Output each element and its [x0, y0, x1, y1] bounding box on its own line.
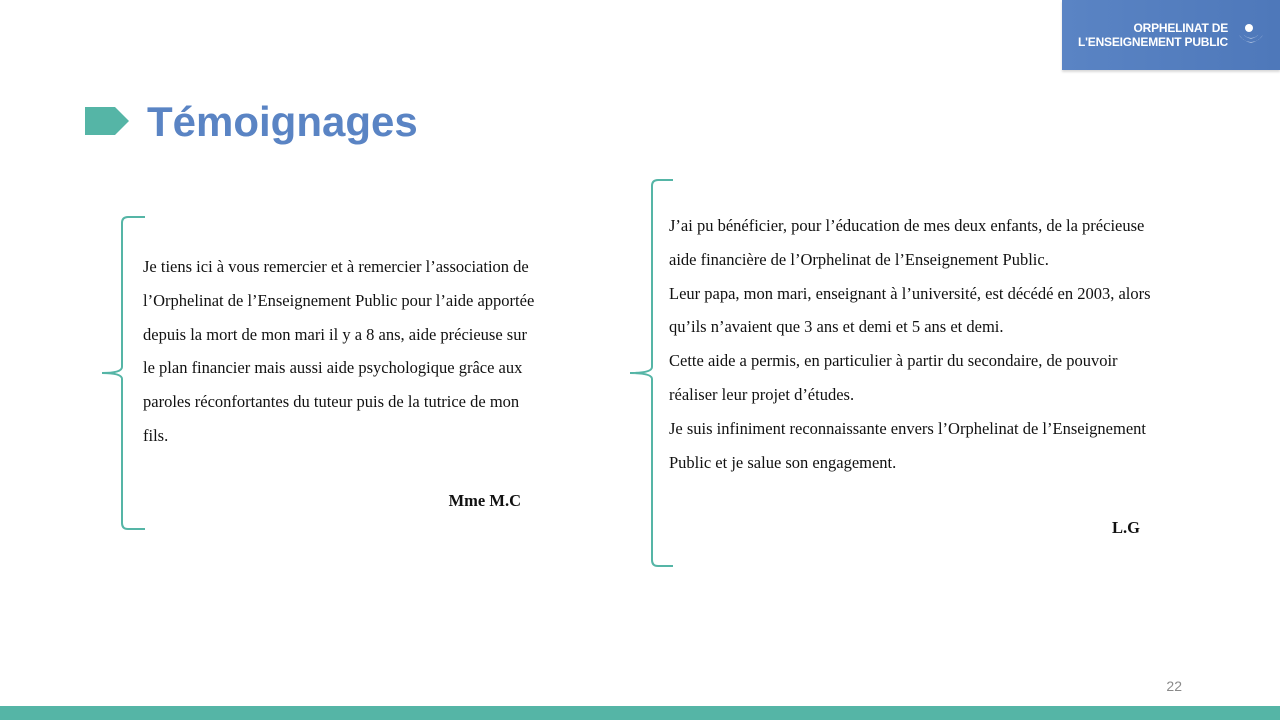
page-number: 22: [1166, 678, 1182, 694]
title-marker-icon: [85, 107, 129, 135]
testimonial-1-text: [143, 250, 538, 453]
testimonial-1-paragraph: Je tiens ici à vous remercier et à remercier l’association de l’Orphelinat de l’Enseignement Public pour l’aide apportée depuis la mort de mon mari il y a 8 ans, aide précieuse sur le plan financier mais aussi aide psychologique grâce aux paroles réconfortantes du tuteur puis de la tutrice de mon fils.: [143, 257, 535, 445]
logo-line-1: ORPHELINAT DE: [1133, 21, 1228, 35]
testimonial-2-paragraph-3: Cette aide a permis, en particulier à partir du secondaire, de pouvoir réaliser leur projet d’études.: [669, 351, 1118, 404]
testimonial-2-paragraph-2: Leur papa, mon mari, enseignant à l’université, est décédé en 2003, alors qu’ils n’avaient que 3 ans et demi et 5 ans et demi.: [669, 283, 1151, 337]
testimonial-2-author: L.G: [1112, 518, 1140, 537]
testimonial-1-author: Mme M.C: [448, 491, 521, 510]
footer-bar: [0, 706, 1280, 720]
page-title: Témoignages: [147, 98, 418, 145]
logo-emblem-icon: [1236, 20, 1266, 50]
testimonial-2-paragraph-1: J’ai pu bénéficier, pour l’éducation de mes deux enfants, de la précieuse aide financière de l’Orphelinat de l’Enseignement Public.: [669, 216, 1145, 269]
testimonial-2-paragraph-4: Je suis infiniment reconnaissante envers l’Orphelinat de l’Enseignement Public et je salue son engagement.: [669, 418, 1146, 472]
logo-text: [1078, 21, 1228, 49]
testimonial-2-text: [669, 209, 1159, 479]
organization-logo: [1062, 0, 1280, 70]
logo-line-2: L'ENSEIGNEMENT PUBLIC: [1078, 35, 1228, 49]
